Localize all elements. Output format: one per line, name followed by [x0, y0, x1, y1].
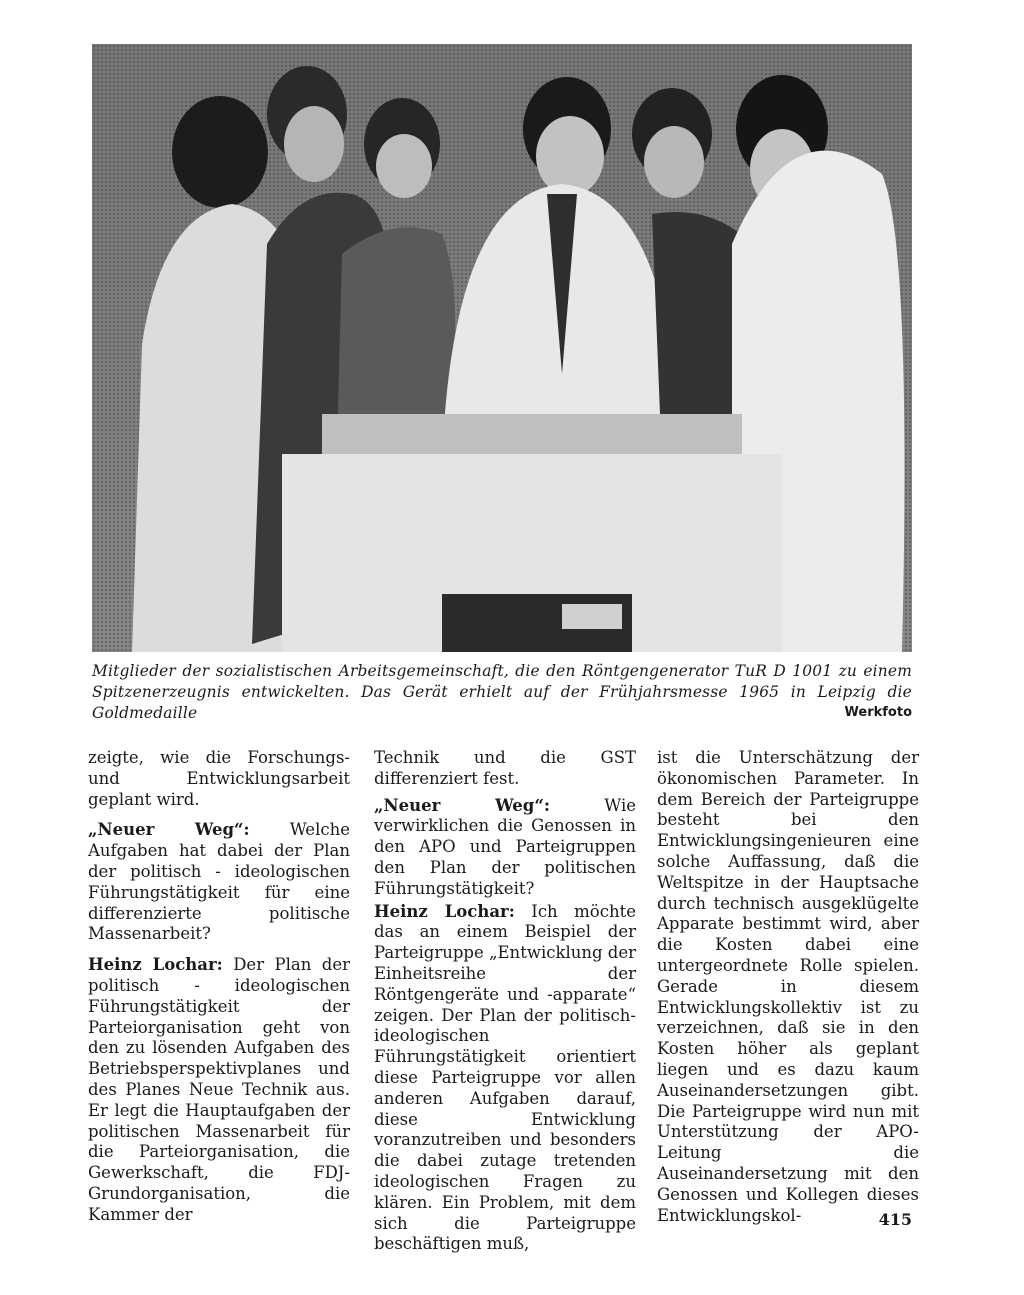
paragraph: „Neuer Weg“: Wie verwirklichen die Genossen in den APO und Parteigruppen den Plan der politischen Führungstätigkeit?	[374, 795, 636, 898]
text-column-3	[657, 746, 919, 1226]
group-photo	[92, 44, 912, 652]
paragraph: Technik und die GST differenziert fest.	[374, 748, 636, 788]
page-number: 415	[878, 1210, 912, 1229]
paragraph: „Neuer Weg“: Welche Aufgaben hat dabei der Plan der politisch - ideologischen Führungstätigkeit für eine differenzierte politische Massenarbeit?	[88, 820, 350, 944]
photo-credit: Werkfoto	[844, 705, 912, 720]
x-ray-generator	[282, 414, 782, 652]
photo-illustration	[92, 44, 912, 652]
paragraph: zeigte, wie die Forschungs- und Entwicklungsarbeit geplant wird.	[88, 748, 350, 809]
paragraph: Heinz Lochar: Der Plan der politisch - ideologischen Führungstätigkeit der Parteiorganisation geht von den zu lösenden Aufgaben des Betriebsperspektivplanes und des Planes Neue Technik aus. Er legt die Hauptaufgaben der politischen Massenarbeit für die Parteiorganisation, die Gewerkschaft, die FDJ-Grundorganisation, die Kammer der	[88, 955, 350, 1224]
speaker-label: Heinz Lochar:	[88, 955, 223, 975]
text-column-1	[88, 746, 350, 1226]
photo-caption: Mitglieder der sozialistischen Arbeitsgemeinschaft, die den Röntgengenerator TuR D 1001 zu einem Spitzenerzeugnis entwickelten. Das Gerät erhielt auf der Frühjahrsmesse 1965 in Leipzig die Goldmedaille	[92, 662, 912, 722]
speaker-label: „Neuer Weg“:	[88, 820, 250, 840]
speaker-label: Heinz Lochar:	[374, 901, 515, 921]
speaker-label: „Neuer Weg“:	[374, 795, 550, 815]
text-column-2	[374, 746, 636, 1255]
paragraph: Heinz Lochar: Ich möchte das an einem Beispiel der Parteigruppe „Entwicklung der Einheitsreihe der Röntgengeräte und -apparate“ zeigen. Der Plan der politisch-ideologischen Führungstätigkeit orientiert diese Parteigruppe vor allen anderen Aufgaben darauf, diese Entwicklung voranzutreiben und besonders die dabei zutage tretenden ideologischen Fragen zu klären. Ein Problem, mit dem sich die Parteigruppe beschäftigen muß,	[374, 901, 637, 1254]
paragraph: ist die Unterschätzung der ökonomischen Parameter. In dem Bereich der Parteigruppe besteht bei den Entwicklungsingenieuren eine solche Auffassung, daß die Weltspitze in der Hauptsache durch technisch ausgeklügelte Apparate bestimmt wird, aber die Kosten dabei eine untergeordnete Rolle spielen. Gerade in diesem Entwicklungskollektiv ist zu verzeichnen, daß sie in den Kosten höher als geplant liegen und es dazu kaum Auseinandersetzungen gibt. Die Parteigruppe wird nun mit Unterstützung der APO-Leitung die Auseinandersetzung mit den Genossen und Kollegen dieses Entwicklungskol-	[657, 748, 919, 1225]
